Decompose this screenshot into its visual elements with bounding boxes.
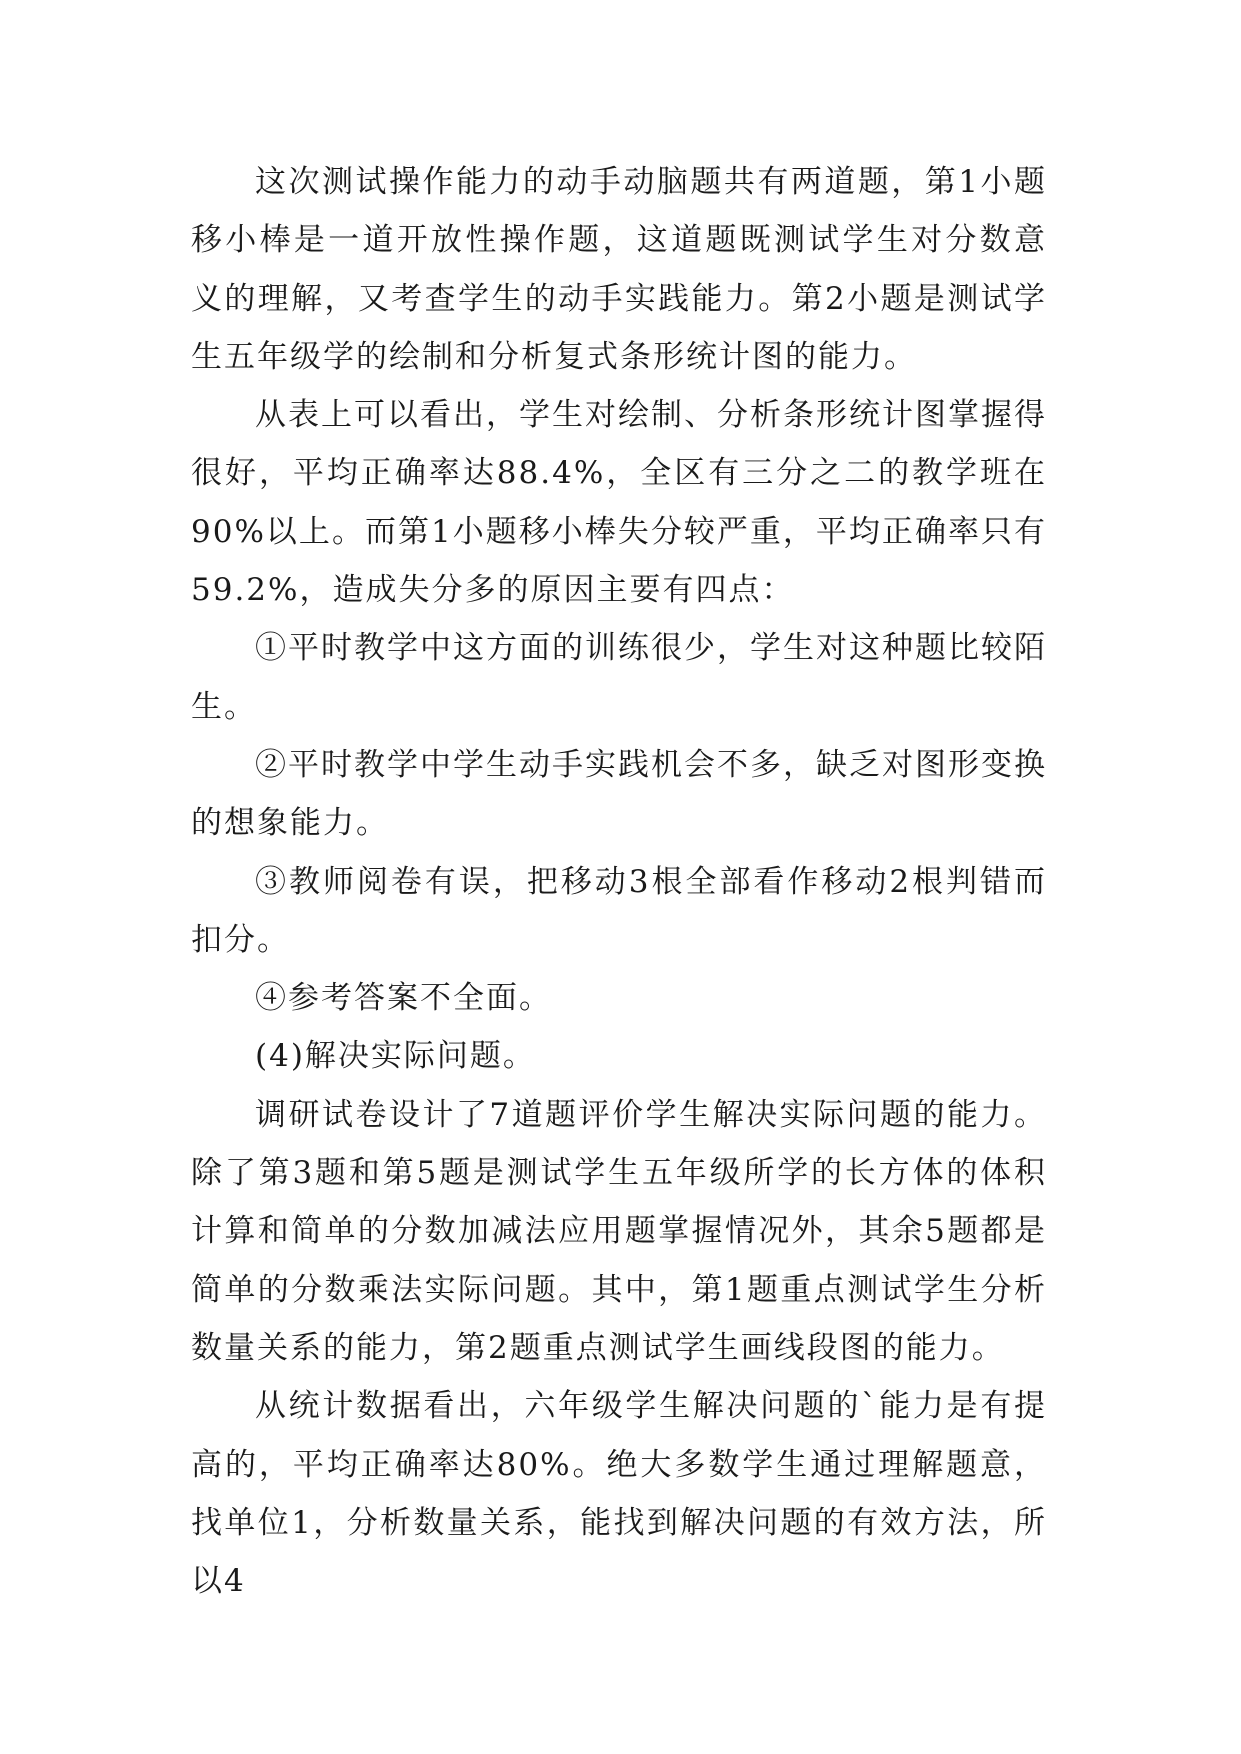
paragraph-statistics-analysis: 从表上可以看出，学生对绘制、分析条形统计图掌握得很好，平均正确率达88.4%，全区有三分之二的教学班在90%以上。而第1小题移小棒失分较严重，平均正确率只有59.2%，造成失分多的原因主要有四点： xyxy=(191,397,1047,609)
paragraph-reason-2: ②平时教学中学生动手实践机会不多，缺乏对图形变换的想象能力。 xyxy=(191,746,1047,842)
paragraph-reason-4: ④参考答案不全面。 xyxy=(255,980,552,1017)
paragraph-reason-3: ③教师阅卷有误，把移动3根全部看作移动2根判错而扣分。 xyxy=(191,863,1047,958)
document-body xyxy=(191,153,1047,1610)
paragraph-test-description: 这次测试操作能力的动手动脑题共有两道题，第1小题移小棒是一道开放性操作题，这道题既测试学生对分数意义的理解，又考查学生的动手实践能力。第2小题是测试学生五年级学的绘制和分析复式条形统计图的能力。 xyxy=(191,164,1047,375)
paragraph-exam-design: 调研试卷设计了7道题评价学生解决实际问题的能力。除了第3题和第5题是测试学生五年级所学的长方体的体积计算和简单的分数加减法应用题掌握情况外，其余5题都是简单的分数乘法实际问题。其中，第1题重点测试学生分析数量关系的能力，第2题重点测试学生画线段图的能力。 xyxy=(191,1096,1047,1366)
section-heading-practical-problems: (4)解决实际问题。 xyxy=(255,1038,536,1075)
paragraph-results: 从统计数据看出，六年级学生解决问题的`能力是有提高的，平均正确率达80%。绝大多数学生通过理解题意，找单位1，分析数量关系，能找到解决问题的有效方法，所以4 xyxy=(191,1388,1047,1600)
paragraph-reason-1: ①平时教学中这方面的训练很少，学生对这种题比较陌生。 xyxy=(191,630,1047,725)
